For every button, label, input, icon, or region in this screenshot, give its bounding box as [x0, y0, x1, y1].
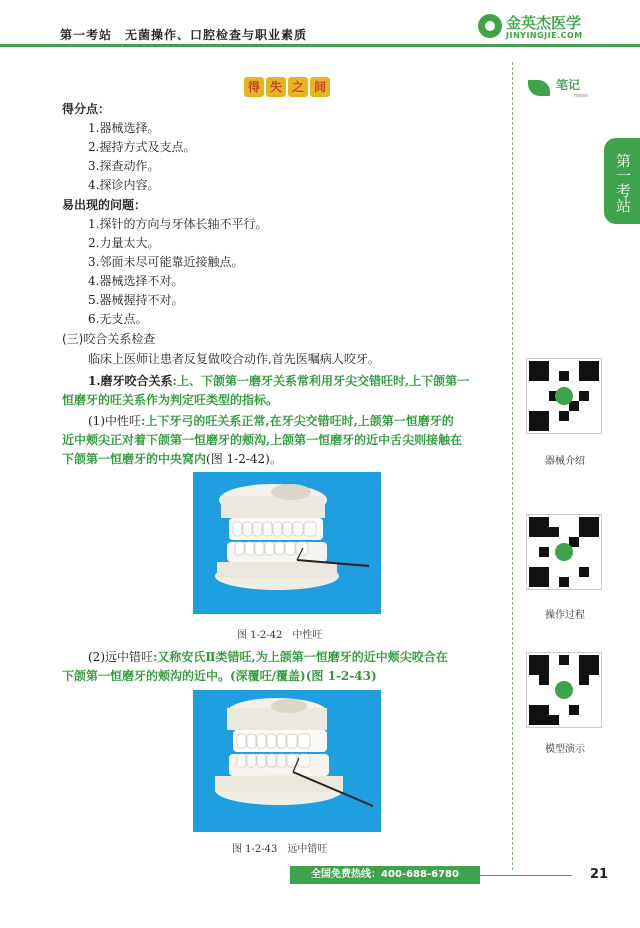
logo-icon	[478, 14, 502, 38]
qr-code-model[interactable]	[526, 652, 602, 728]
problems-heading: 易出现的问题：	[62, 198, 147, 212]
page-header	[0, 0, 640, 50]
banner-char: 间	[310, 77, 330, 97]
list-item: 1.器械选择。	[88, 121, 160, 135]
qr-label-procedure: 操作过程	[545, 610, 585, 621]
list-item: 6.无支点。	[88, 312, 148, 326]
neutral-text: :上下牙弓的㕵关系正常,在牙尖交错㕵时,上颌第一恒磨牙的	[141, 414, 454, 428]
figure-caption: 图 1-2-43 远中错㕵	[232, 844, 328, 855]
section-heading: (三)咬合关系检查	[62, 332, 156, 346]
banner-char: 之	[288, 77, 308, 97]
notes-badge	[524, 76, 594, 106]
neutral-paragraph-line2: 近中颊尖正对着下颌第一恒磨牙的颊沟,上颌第一恒磨牙的近中舌尖则接触在	[62, 433, 463, 447]
neutral-text-end: 下颌第一恒磨牙的中央窝内	[62, 452, 207, 466]
figure-caption: 图 1-2-42 中性㕵	[237, 630, 323, 641]
notes-sub: notes	[574, 93, 588, 99]
qr-code-procedure[interactable]	[526, 514, 602, 590]
distal-label: (2)远中错㕵	[88, 650, 153, 664]
distal-paragraph-line2	[62, 667, 377, 686]
figure-reference: (图 1-2-43)	[305, 669, 377, 683]
list-item: 4.器械选择不对。	[88, 274, 184, 288]
header-title: 第一考站 无菌操作、口腔检查与职业素质	[60, 28, 308, 42]
figure-reference: (图 1-2-42)。	[206, 452, 282, 466]
qr-code-instruments[interactable]	[526, 358, 602, 434]
logo-name: 金英杰医学	[506, 14, 582, 32]
qr-code-icon	[529, 655, 599, 725]
neutral-paragraph-line3	[62, 450, 282, 469]
list-item: 1.探针的方向与牙体长轴不平行。	[88, 217, 268, 231]
list-item: 4.探诊内容。	[88, 178, 160, 192]
list-item: 2.力量太大。	[88, 236, 160, 250]
qr-code-icon	[529, 361, 599, 431]
page-number: 21	[590, 867, 609, 882]
dental-model-image	[193, 472, 381, 614]
figure-distal-occlusion	[193, 690, 381, 832]
header-divider	[0, 44, 640, 47]
logo-url: JINYINGJIE.COM	[506, 31, 583, 40]
molar-paragraph-line1	[88, 372, 469, 391]
molar-text: :上、下颌第一磨牙关系常利用牙尖交错㕵时,上下颌第一	[172, 374, 470, 388]
qr-code-icon	[529, 517, 599, 587]
list-item: 3.探查动作。	[88, 159, 160, 173]
section-intro: 临床上医师让患者反复做咬合动作,首先医嘱病人咬牙。	[88, 352, 380, 366]
dental-model-image	[193, 690, 381, 832]
side-tab-label: 第一考站	[614, 153, 632, 213]
molar-paragraph-line2: 恒磨牙的㕵关系作为判定㕵类型的指标。	[62, 393, 279, 407]
hotline-banner: 全国免费热线：400-688-6780	[290, 866, 480, 884]
section-banner	[244, 76, 332, 98]
leaf-icon	[528, 80, 550, 96]
qr-label-instruments: 器械介绍	[545, 456, 585, 467]
distal-text: :又称安氏Ⅱ类错㕵,为上颌第一恒磨牙的近中颊尖咬合在	[153, 650, 448, 664]
list-item: 5.器械握持不对。	[88, 293, 184, 307]
footer-divider	[480, 875, 572, 876]
distal-paragraph-line1	[88, 648, 448, 667]
banner-char: 失	[266, 77, 286, 97]
figure-neutral-occlusion	[193, 472, 381, 614]
molar-label: 1.磨牙咬合关系	[88, 374, 173, 388]
banner-char: 得	[244, 77, 264, 97]
chapter-side-tab	[604, 138, 640, 224]
scoring-heading: 得分点：	[62, 102, 111, 116]
neutral-label: (1)中性㕵	[88, 414, 141, 428]
distal-text-end: 下颌第一恒磨牙的颊沟的近中。(深覆㕵/覆盖)	[62, 669, 306, 683]
notes-label: 笔记	[556, 78, 581, 92]
neutral-paragraph-line1	[88, 412, 454, 431]
list-item: 2.握持方式及支点。	[88, 140, 196, 154]
list-item: 3.邻面未尽可能靠近接触点。	[88, 255, 244, 269]
qr-label-model: 模型演示	[545, 744, 585, 755]
brand-logo	[478, 12, 618, 42]
